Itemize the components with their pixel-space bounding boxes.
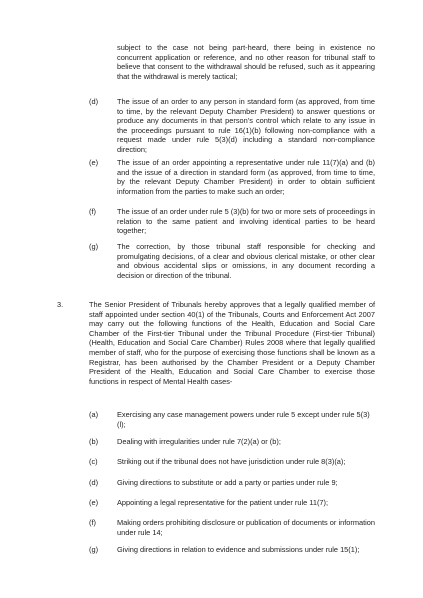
list-item-label: (f) (89, 207, 96, 216)
continuation-text: subject to the case not being part-heard, there being in existence no concurrent application or reference, and no other reason for tribunal staff to believe that consent to the withdrawal should be refused, such as it appearing that the withdrawal is merely tactical; (117, 43, 375, 81)
paragraph-text: The Senior President of Tribunals hereby approves that a legally qualified member of staff appointed under section 40(1) of the Tribunals, Courts and Enforcement Act 2007 may carry out the following functions of the Health, Education and Social Care Chamber of the First-tier Tribunal under the Tribunal Procedure (First-tier Tribunal) (Health, Education and Social Care Chamber) Rules 2008 where that legally qualified member of staff, who for the purpose of exercising those functions shall be known as a Registrar, has been authorised by the Chamber President or a Deputy Chamber President of the Health, Education and Social Care Chamber to exercise those functions in respect of Mental Health cases- (89, 300, 375, 386)
list-item-text: Dealing with irregularities under rule 7(2)(a) or (b); (117, 437, 281, 446)
list-item-text: Striking out if the tribunal does not have jurisdiction under rule 8(3)(a); (117, 457, 346, 466)
list-item-label: (d) (89, 478, 99, 487)
sub-item-b (89, 437, 375, 447)
list-item-label: (d) (89, 97, 99, 106)
list-item-label: (g) (89, 545, 99, 554)
list-item-label: (e) (89, 158, 99, 167)
list-item-label: (c) (89, 457, 98, 466)
paragraph-3 (57, 300, 375, 386)
list-item-label: (a) (89, 410, 99, 419)
sub-item-c (89, 457, 375, 467)
list-item-text: Giving directions to substitute or add a party or parties under rule 9; (117, 478, 338, 487)
sub-item-f (89, 518, 375, 537)
list-item-f (89, 207, 375, 236)
list-item-label: (b) (89, 437, 99, 446)
sub-item-d (89, 478, 375, 488)
list-item-text: The issue of an order to any person in standard form (as approved, from time to time, by the relevant Deputy Chamber President) to answer questions or produce any documents in that person's control which relate to any issue in the proceedings pursuant to rule 16(1)(b) following non-compliance with a request made under rule 5(3)(d) including a standard non-compliance direction; (117, 97, 375, 154)
sub-item-e (89, 498, 375, 508)
list-item-text: Making orders prohibiting disclosure or publication of documents or information under rule 14; (117, 518, 375, 537)
list-item-g (89, 242, 375, 280)
list-item-label: (g) (89, 242, 99, 251)
sub-item-g (89, 545, 375, 555)
list-item-text: Appointing a legal representative for the patient under rule 11(7); (117, 498, 329, 507)
list-item-text: The issue of an order appointing a representative under rule 11(7)(a) and (b) and the issue of a direction in standard form (as approved, from time to time, by the relevant Deputy Chamber President) in order to obtain sufficient information from the parties to make such an order; (117, 158, 375, 196)
sub-item-a (89, 410, 375, 429)
list-item-text: The correction, by those tribunal staff responsible for checking and promulgating decisions, of a clear and obvious clerical mistake, or other clear and obvious accidental slips or omissions, in any document recording a decision or direction of the tribunal. (117, 242, 375, 280)
list-item-text: The issue of an order under rule 5 (3)(b) for two or more sets of proceedings in relation to the same patient and involving identical parties to be heard together; (117, 207, 375, 236)
list-item-e (89, 158, 375, 196)
list-item-label: (f) (89, 518, 96, 527)
list-item-text: Giving directions in relation to evidence and submissions under rule 15(1); (117, 545, 360, 554)
list-item-text: Exercising any case management powers under rule 5 except under rule 5(3)(l); (117, 410, 370, 429)
list-item-label: (e) (89, 498, 99, 507)
list-item-d (89, 97, 375, 155)
paragraph-number: 3. (57, 300, 64, 309)
